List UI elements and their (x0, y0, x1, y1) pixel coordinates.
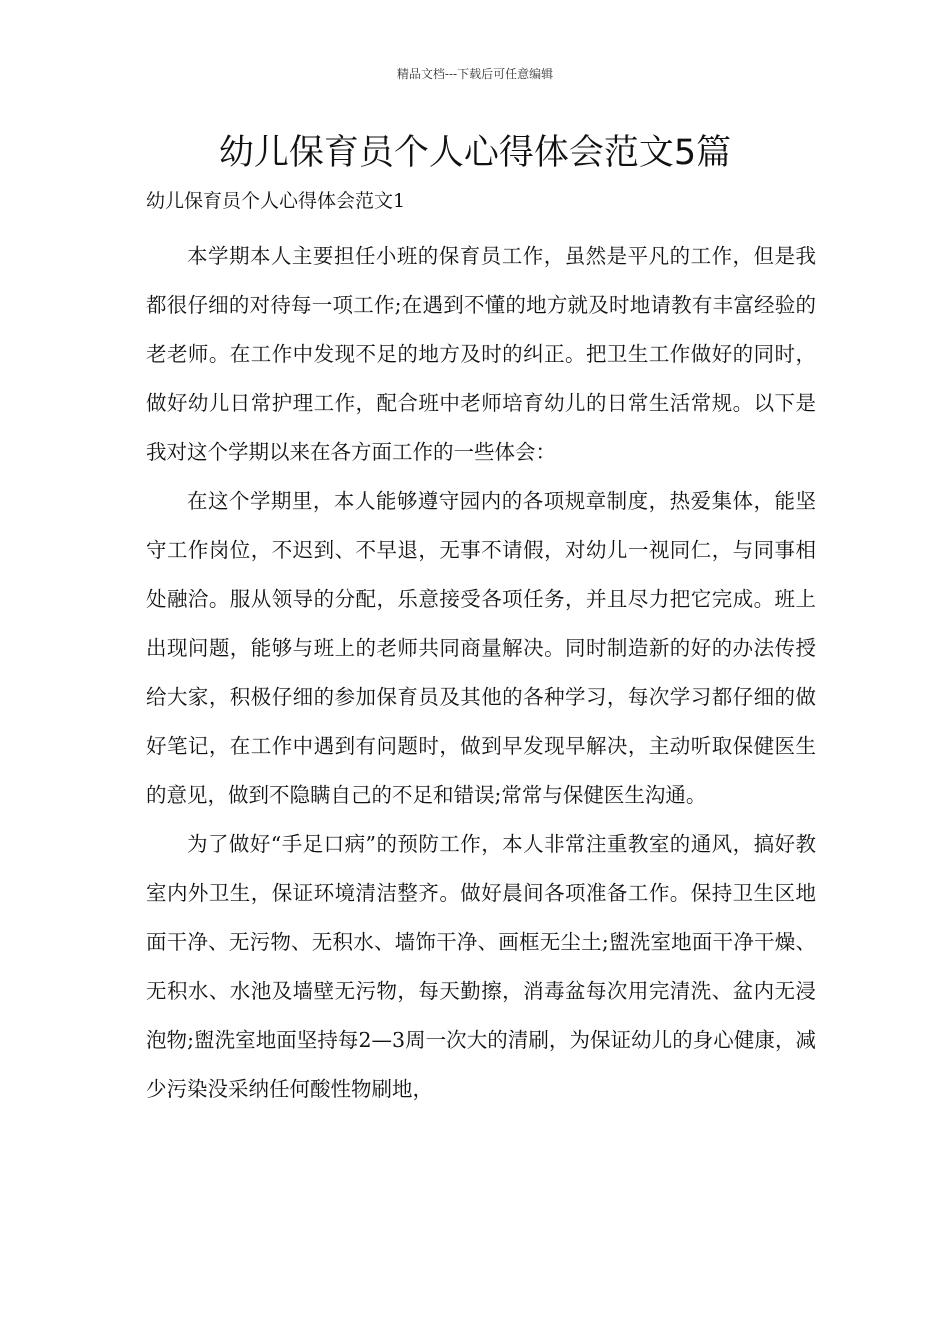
paragraph-1: 本学期本人主要担任小班的保育员工作，虽然是平凡的工作，但是我都很仔细的对待每一项工作;在遇到不懂的地方就及时地请教有丰富经验的老老师。在工作中发现不足的地方及时的纠正。把卫生工作做好的同时，做好幼儿日常护理工作，配合班中老师培育幼儿的日常生活常规。以下是我对这个学期以来在各方面工作的一些体会： (146, 244, 816, 464)
document-body (146, 232, 816, 1114)
paragraph-3: 为了做好“手足口病”的预防工作，本人非常注重教室的通风，搞好教室内外卫生，保证环境清洁整齐。做好晨间各项准备工作。保持卫生区地面干净、无污物、无积水、墙饰干净、画框无尘土;盥洗室地面干净干燥、无积水、水池及墙壁无污物，每天勤擦，消毒盆每次用完清洗、盆内无浸泡物;盥洗室地面坚持每2—3周一次大的清刷，为保证幼儿的身心健康，减少污染没采纳任何酸性物刷地， (146, 832, 816, 1101)
section-subtitle: 幼儿保育员个人心得体会范文1 (146, 190, 406, 212)
page-header: 精品文档---下载后可任意编辑 (396, 67, 554, 81)
paragraph-2: 在这个学期里，本人能够遵守园内的各项规章制度，热爱集体，能坚守工作岗位，不迟到、不早退，无事不请假，对幼儿一视同仁，与同事相处融洽。服从领导的分配，乐意接受各项任务，并且尽力把它完成。班上出现问题，能够与班上的老师共同商量解决。同时制造新的好的办法传授给大家，积极仔细的参加保育员及其他的各种学习，每次学习都仔细的做好笔记，在工作中遇到有问题时，做到早发现早解决，主动听取保健医生的意见，做到不隐瞒自己的不足和错误;常常与保健医生沟通。 (146, 489, 816, 807)
document-title: 幼儿保育员个人心得体会范文5篇 (218, 133, 732, 173)
